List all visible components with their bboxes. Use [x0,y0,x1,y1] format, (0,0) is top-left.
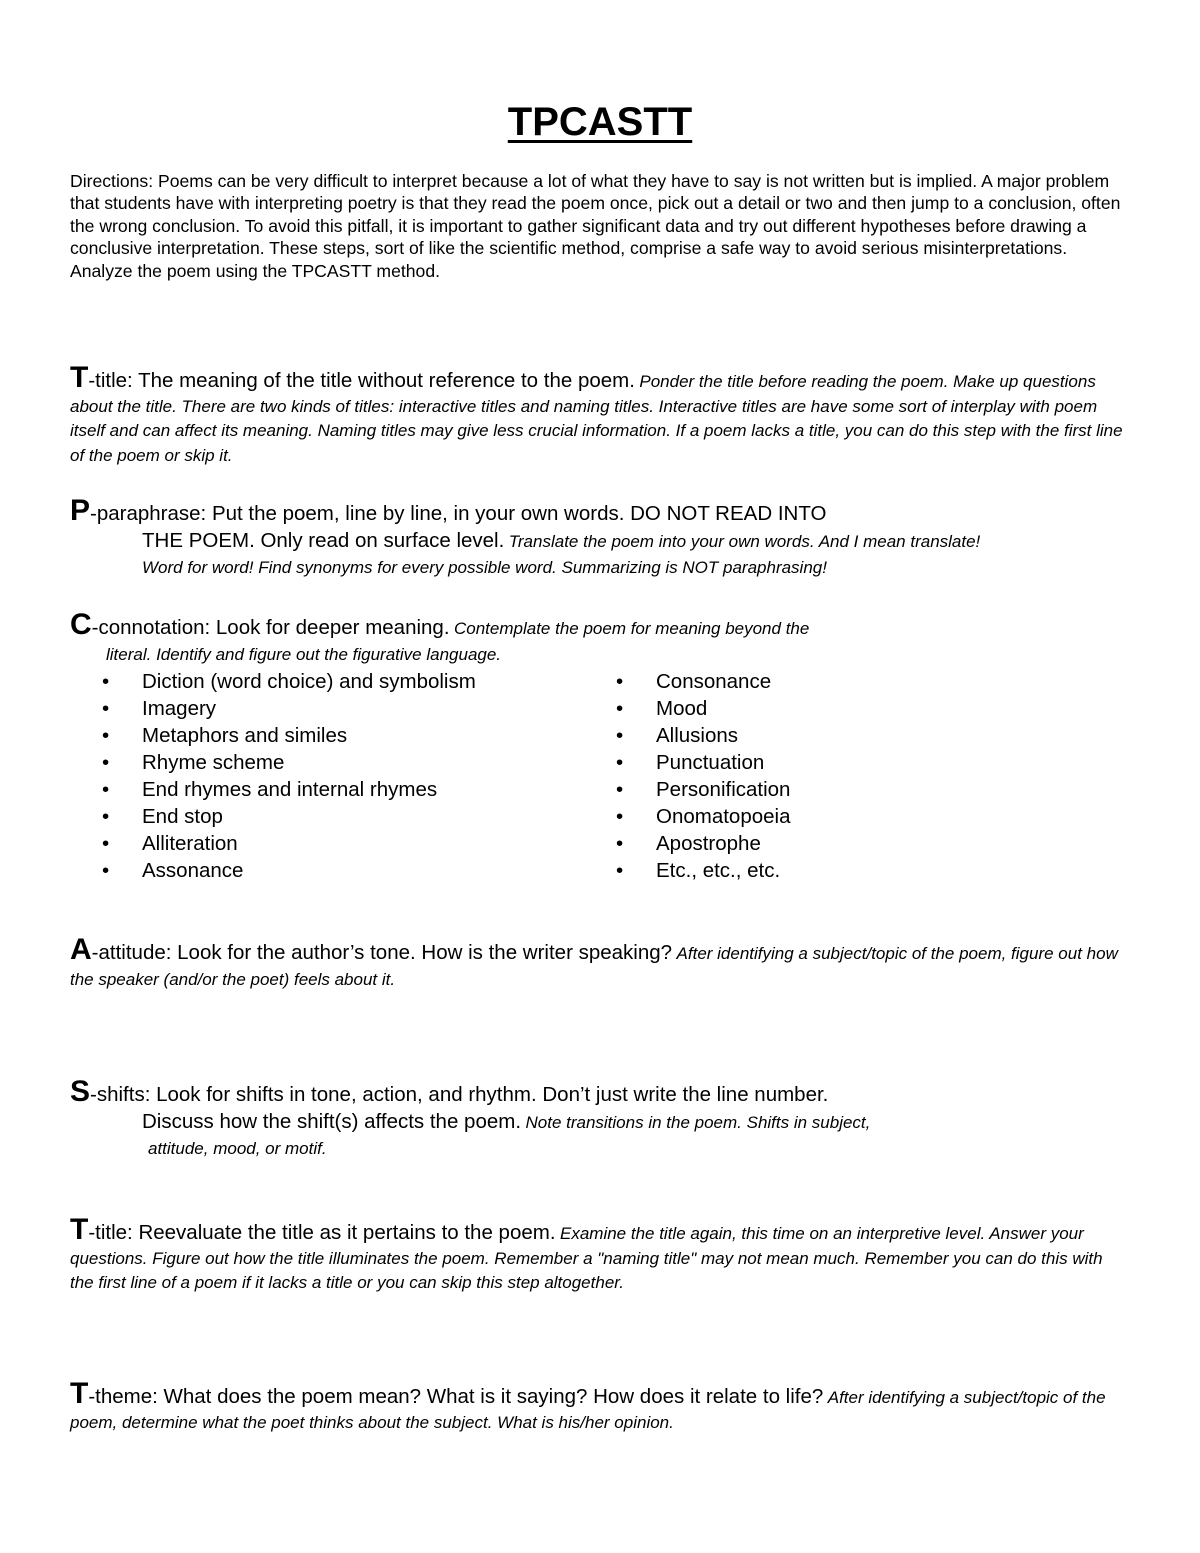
section-note: After identifying a subject/topic of the poem, determine what the poet thinks about the subject. What is his/her opinion. [70,1388,1106,1432]
section-heading: -attitude: Look for the author’s tone. How is the writer speaking? [91,941,673,964]
section-letter: P [70,494,91,527]
list-item: • Allusions [616,722,790,749]
list-item: • Apostrophe [616,830,790,857]
section-indent [70,1109,1130,1136]
list-item: • Personification [616,776,790,803]
section-heading: -theme: What does the poem mean? What is it saying? How does it relate to life? [88,1385,824,1408]
section-letter: T [70,361,89,394]
section-heading-cont: Discuss how the shift(s) affects the poem. [142,1110,522,1133]
section-letter: S [70,1075,91,1108]
section-letter: C [70,608,92,641]
section-note: Contemplate the poem for meaning beyond the [453,619,810,638]
section-letter: A [70,933,92,966]
section-note: Translate the poem into your own words. And I mean translate! [508,532,981,551]
section-title-second [70,1213,1130,1296]
list-item: • Assonance [102,857,476,884]
section-heading: -paraphrase: Put the poem, line by line, in your own words. DO NOT READ INTO [90,502,827,525]
section-letter: T [70,1377,89,1410]
list-item: • End stop [102,803,476,830]
section-heading: -title: The meaning of the title without reference to the poem. [88,369,635,392]
list-item: • Metaphors and similes [102,722,476,749]
list-item: • Punctuation [616,749,790,776]
directions-paragraph: Directions: Poems can be very difficult to interpret because a lot of what they have to say is not written but is implied. A major problem that students have with interpreting poetry is that they read the poem once, pick out a detail or two and then jump to a conclusion, often the wrong conclusion. To avoid this pitfall, it is important to gather significant data and try out different hypotheses before drawing a conclusive interpretation. These steps, sort of like the scientific method, comprise a safe way to avoid serious misinterpretations. Analyze the poem using the TPCASTT method. [70,171,1121,281]
section-heading-cont: THE POEM. Only read on surface level. [142,529,505,552]
section-note: Note transitions in the poem. Shifts in subject, [525,1113,871,1132]
section-indent [70,528,1130,555]
section-shifts [70,1075,1130,1161]
page-title [0,98,1200,146]
list-item: • Consonance [616,668,790,695]
list-item: • Mood [616,695,790,722]
section-letter: T [70,1213,89,1246]
list-item: • Onomatopoeia [616,803,790,830]
section-note: After identifying a subject/topic of the poem, figure out how the speaker (and/or the poet) feels about it. [70,944,1118,989]
section-note-cont: attitude, mood, or motif. [148,1139,327,1158]
device-list-left [102,668,476,884]
list-item: • Rhyme scheme [102,749,476,776]
section-attitude [70,933,1130,993]
section-heading: -shifts: Look for shifts in tone, action, and rhythm. Don’t just write the line number. [90,1083,829,1106]
list-item: • Etc., etc., etc. [616,857,790,884]
list-item: • Alliteration [102,830,476,857]
section-note: Examine the title again, this time on an interpretive level. Answer your questions. Figure out how the title illuminates the poem. Remember a "naming title" may not mean much. Remember you can do this with the first line of a poem if it lacks a title or you can skip this step altogether. [70,1224,1103,1292]
section-note: Ponder the title before reading the poem. Make up questions about the title. There are two kinds of titles: interactive titles and naming titles. Interactive titles are have some sort of interplay with poem itself and can affect its meaning. Naming titles may give less crucial information. If a poem lacks a title, you can do this step with the first line of the poem or skip it. [70,372,1123,465]
list-item: • Diction (word choice) and symbolism [102,668,476,695]
title-text: TPCASTT [507,100,693,144]
device-list-right [616,668,790,884]
section-paraphrase [70,494,1130,580]
section-theme [70,1377,1130,1436]
section-note-cont: Word for word! Find synonyms for every possible word. Summarizing is NOT paraphrasing! [142,558,827,577]
list-item: • End rhymes and internal rhymes [102,776,476,803]
section-heading: -connotation: Look for deeper meaning. [91,616,450,639]
list-item: • Imagery [102,695,476,722]
section-note-cont: literal. Identify and figure out the figurative language. [106,645,502,664]
section-heading: -title: Reevaluate the title as it pertains to the poem. [88,1221,556,1244]
section-title-first [70,361,1130,468]
section-connotation [70,608,1130,667]
